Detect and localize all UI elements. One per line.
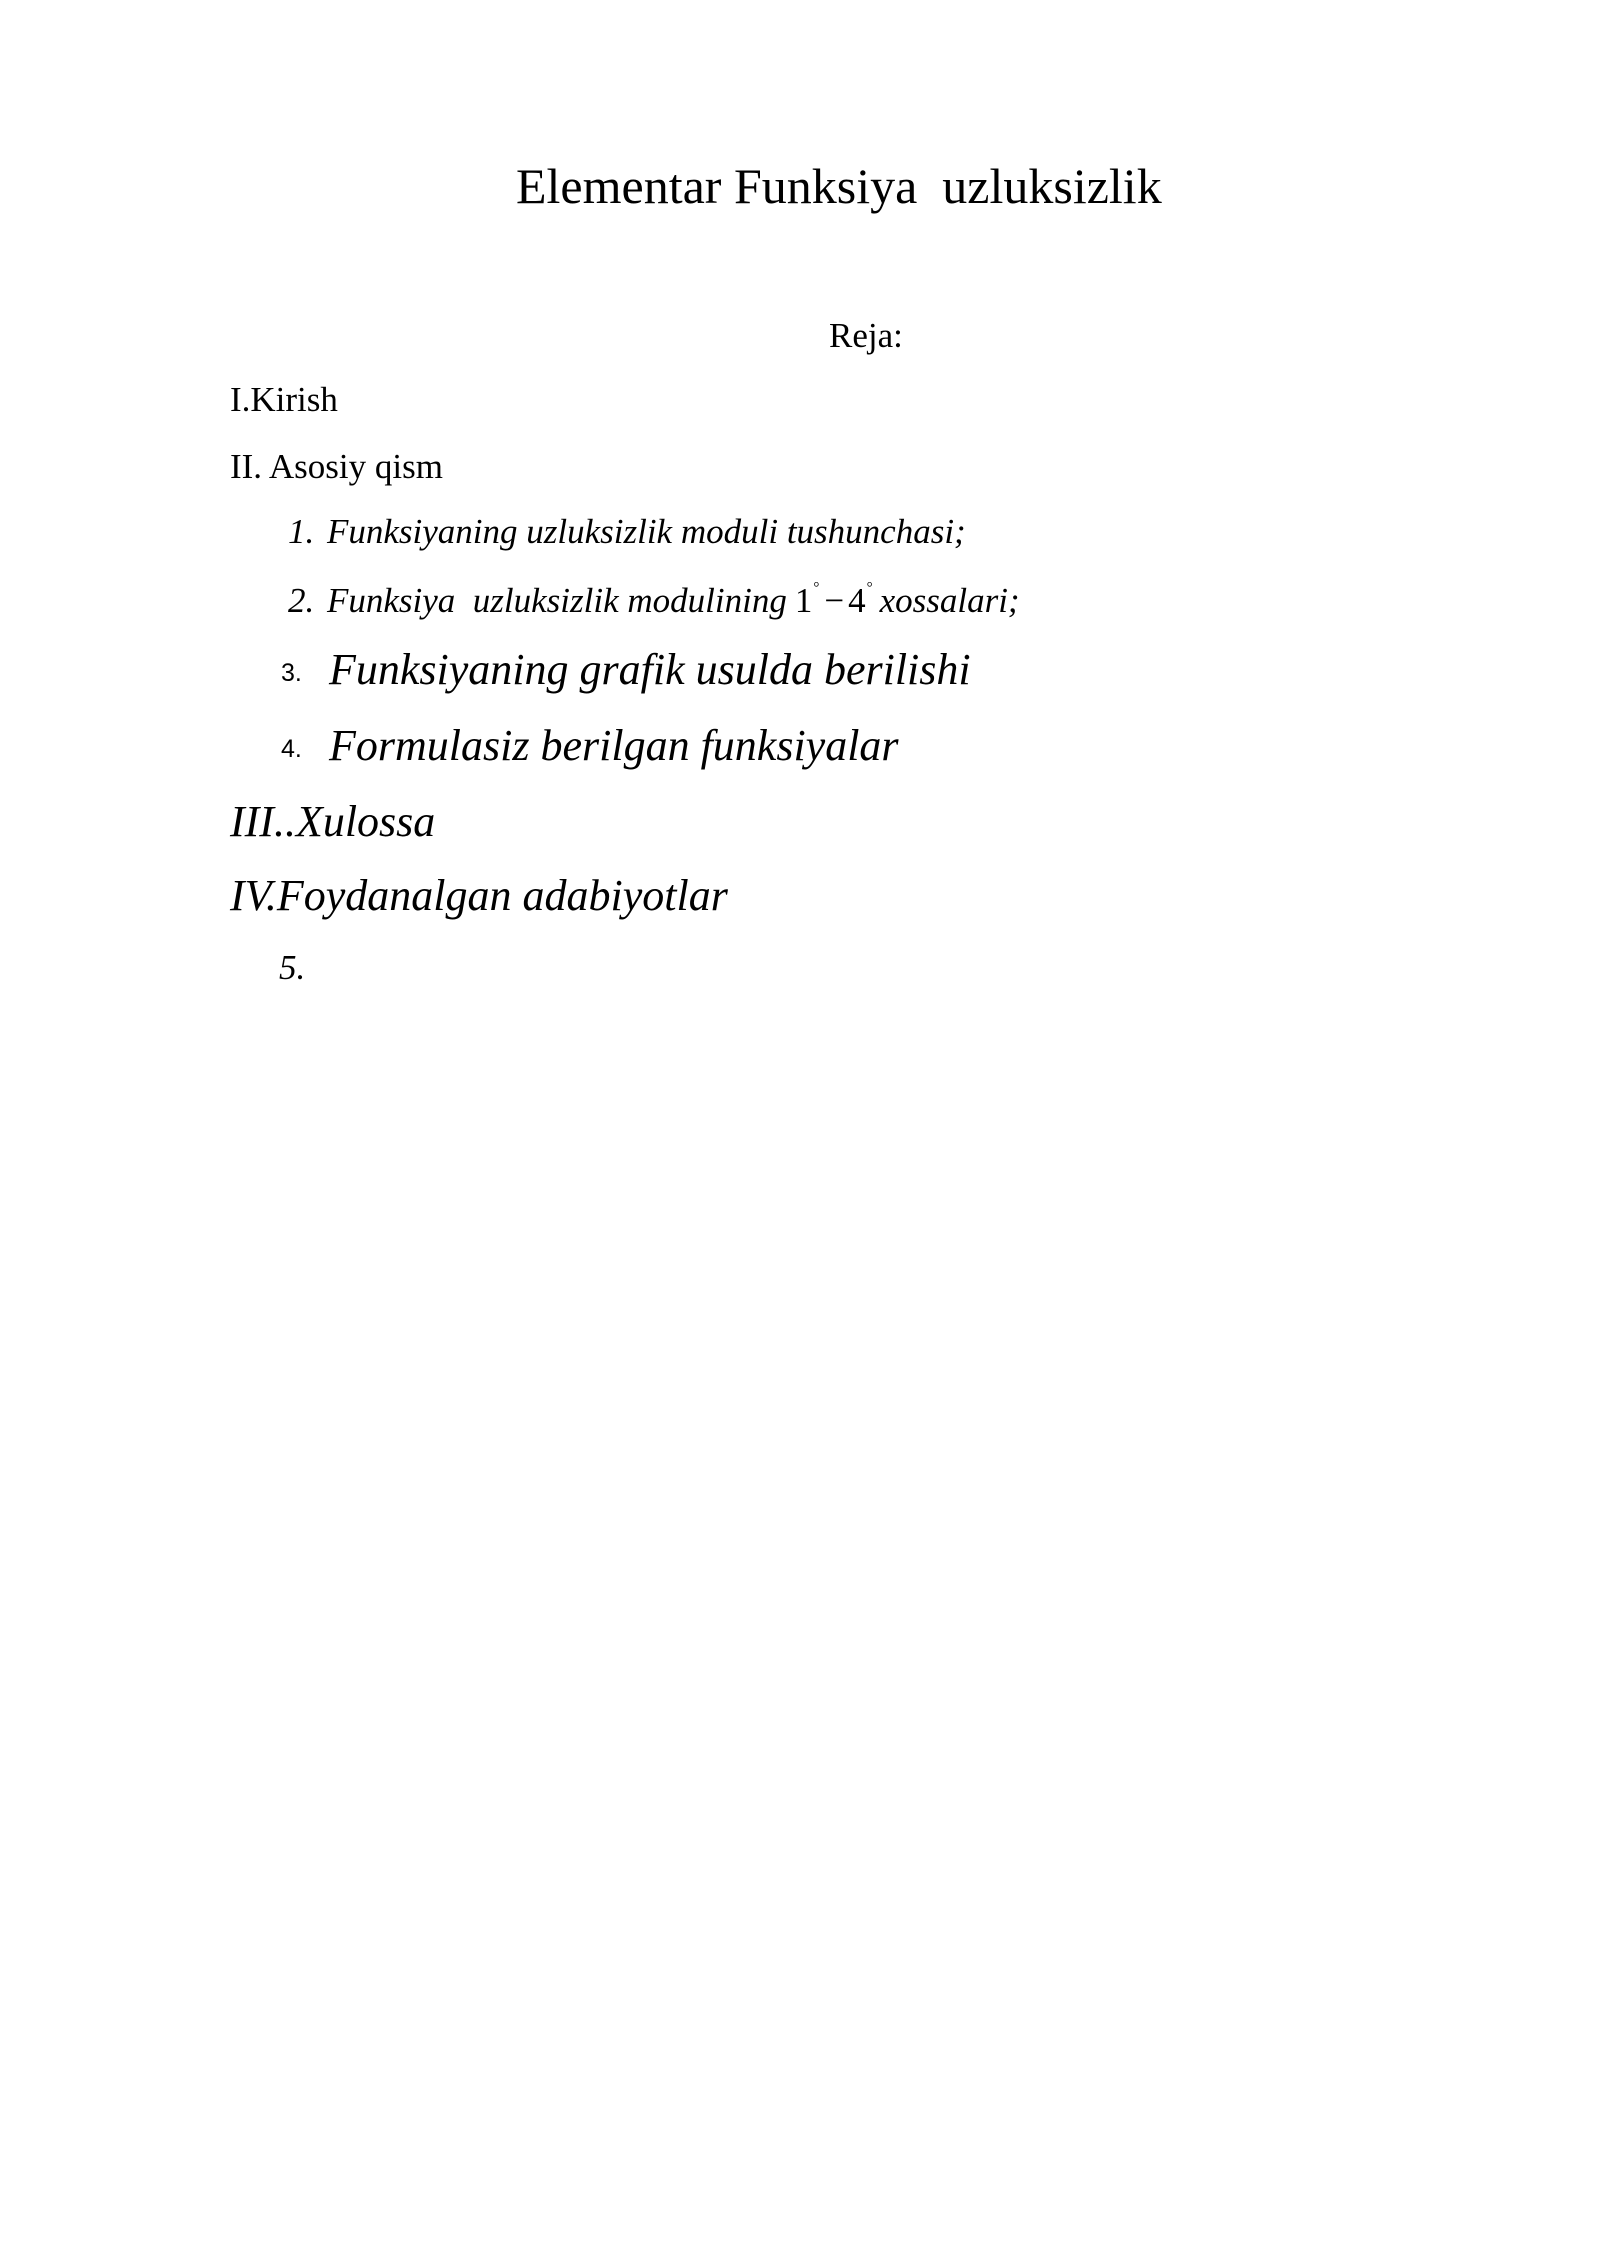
plan-heading: Reja:	[829, 316, 903, 355]
outline-references: IV.Foydanalgan adabiyotlar	[230, 871, 728, 920]
item-number-4: 4.	[281, 735, 302, 763]
degree-superscript: °	[866, 580, 873, 596]
outline-intro: I.Kirish	[230, 380, 338, 419]
outline-item-1	[288, 514, 966, 549]
formula-number-start: 1	[794, 581, 813, 620]
trailing-list-number: 5.	[279, 948, 306, 987]
item-text-after: xossalari;	[879, 581, 1020, 620]
outline-item-2	[288, 581, 1020, 618]
degree-range-formula	[795, 581, 874, 620]
degree-superscript: °	[813, 580, 820, 596]
outline-conclusion: III..Xulossa	[230, 797, 436, 846]
outline-item-3: Funksiyaning grafik usulda berilishi	[329, 645, 971, 694]
item-text: Funksiyaning uzluksizlik moduli tushunchasi;	[327, 512, 966, 551]
item-number-3: 3.	[281, 659, 302, 687]
item-number: 2.	[288, 581, 315, 620]
item-number: 1.	[288, 512, 315, 551]
formula-number-end: 4	[848, 581, 866, 620]
document-title: Elementar Funksiya uzluksizlik	[516, 158, 1162, 214]
outline-main-part: II. Asosiy qism	[230, 447, 443, 486]
item-text-before: Funksiya uzluksizlik modulining	[327, 581, 787, 620]
formula-minus: −	[824, 581, 845, 620]
outline-item-4: Formulasiz berilgan funksiyalar	[329, 721, 899, 770]
